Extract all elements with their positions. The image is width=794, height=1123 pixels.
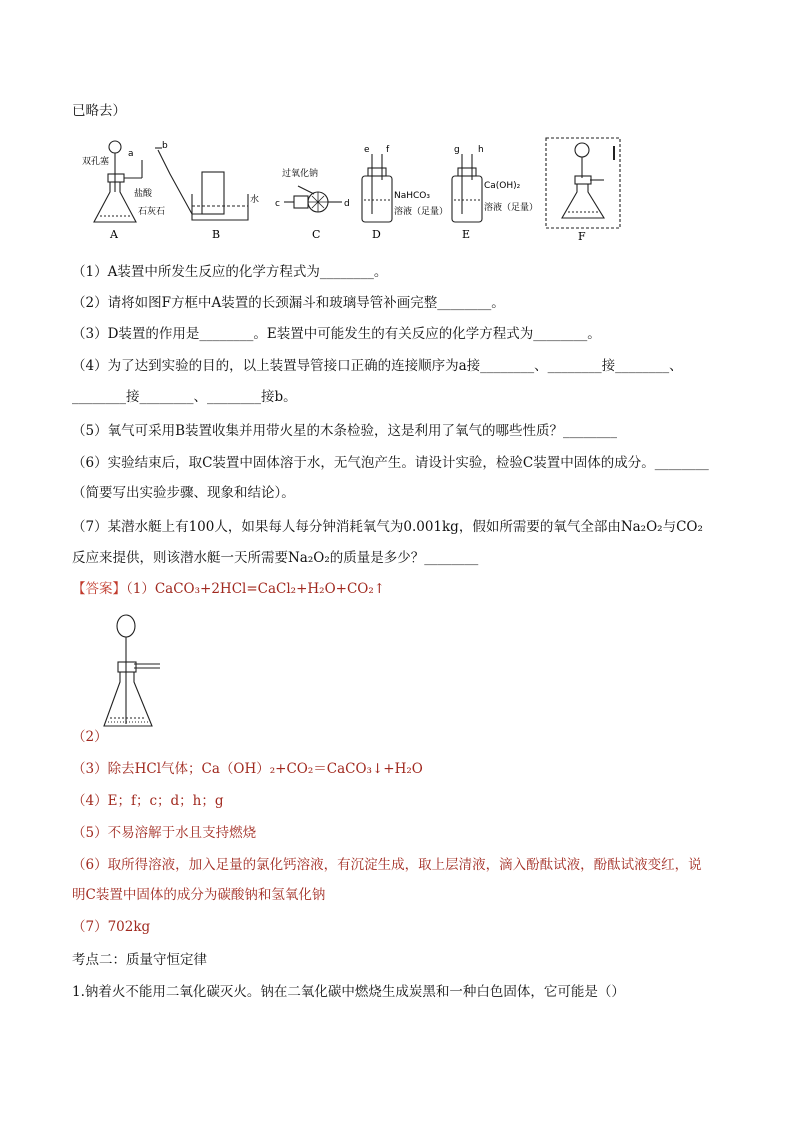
- apparatus-f: [546, 138, 620, 228]
- answer-4: （4）E；f；c；d；h；g: [72, 793, 224, 809]
- answer-2: （2）: [72, 729, 108, 745]
- label-sol-d: 溶液（足量）: [394, 207, 449, 217]
- question-3: （3）D装置的作用是________。E装置中可能发生的有关反应的化学方程式为________。: [72, 326, 601, 342]
- label-c: c: [275, 199, 280, 209]
- question-5: （5）氧气可采用B装置收集并用带火星的木条检验，这是利用了氧气的哪些性质？________: [72, 423, 618, 439]
- answer-1: （1）CaCO₃+2HCl=CaCl₂+H₂O+CO₂↑: [126, 581, 386, 597]
- label-acid: 盐酸: [134, 189, 153, 199]
- label-d: d: [344, 199, 350, 209]
- question-2: （2）请将如图F方框中A装置的长颈漏斗和玻璃导管补画完整________。: [72, 295, 505, 311]
- answer-6b: 明C装置中固体的成分为碳酸钠和氢氧化钠: [72, 887, 326, 903]
- question-7b: 反应来提供，则该潜水艇一天所需要Na₂O₂的质量是多少？________: [72, 550, 479, 566]
- answer-3: （3）除去HCl气体；Ca（OH）₂+CO₂＝CaCO₃↓+H₂O: [72, 761, 423, 777]
- section-title: 考点二：质量守恒定律: [72, 952, 207, 968]
- question-7a: （7）某潜水艇上有100人，如果每人每分钟消耗氧气为0.001kg，假如所需要的氧气全部由Na₂O₂与CO₂: [72, 519, 703, 535]
- question-6a: （6）实验结束后，取C装置中固体溶于水，无气泡产生。请设计实验，检验C装置中固体的成分。________: [72, 455, 709, 471]
- question-6b: （简要写出实验步骤、现象和结论）。: [72, 485, 295, 501]
- caption-f: F: [578, 230, 586, 243]
- apparatus-figure: [80, 134, 640, 246]
- label-a: a: [128, 149, 134, 159]
- label-e: e: [364, 145, 370, 155]
- answer-5: （5）不易溶解于水且支持燃烧: [72, 825, 257, 841]
- answer-2-figure: [100, 612, 180, 740]
- label-nahco3: NaHCO₃: [394, 191, 430, 201]
- answer-6a: （6）取所得溶液，加入足量的氯化钙溶液，有沉淀生成，取上层清液，滴入酚酞试液，酚酞试液变红，说: [72, 857, 702, 873]
- intro-tail: 已略去）: [72, 103, 126, 119]
- caption-e: E: [462, 228, 471, 241]
- question-4a: （4）为了达到实验的目的，以上装置导管接口正确的连接顺序为a接________、________接________、: [72, 358, 683, 374]
- answer-1-line: [72, 579, 385, 599]
- apparatus-a: [94, 141, 142, 222]
- question-1: （1）A装置中所发生反应的化学方程式为________。: [72, 264, 388, 280]
- caption-a: A: [110, 228, 118, 241]
- caption-d: D: [372, 228, 381, 241]
- question-4b: ________接________、________接b。: [72, 389, 297, 405]
- label-g: g: [454, 145, 460, 155]
- label-stopper: 双孔塞: [82, 157, 110, 167]
- section-question-1: 1.钠着火不能用二氧化碳灭火。钠在二氧化碳中燃烧生成炭黑和一种白色固体，它可能是（）: [72, 984, 625, 1000]
- label-h: h: [478, 145, 484, 155]
- label-f: f: [386, 145, 390, 155]
- caption-c: C: [312, 228, 321, 241]
- answer-7: （7）702kg: [72, 919, 151, 935]
- label-reagent: 过氧化钠: [282, 169, 319, 179]
- apparatus-e: [452, 154, 482, 222]
- apparatus-c: [284, 186, 342, 212]
- label-sol-e: 溶液（足量）: [484, 203, 539, 213]
- apparatus-d: [362, 154, 392, 222]
- apparatus-b: [155, 148, 248, 220]
- label-stone: 石灰石: [138, 207, 166, 217]
- label-water: 水: [250, 195, 260, 205]
- answer-tag: 【答案】: [72, 581, 126, 597]
- label-b: b: [162, 141, 168, 151]
- caption-b: B: [212, 228, 221, 241]
- label-caoh2: Ca(OH)₂: [484, 181, 521, 191]
